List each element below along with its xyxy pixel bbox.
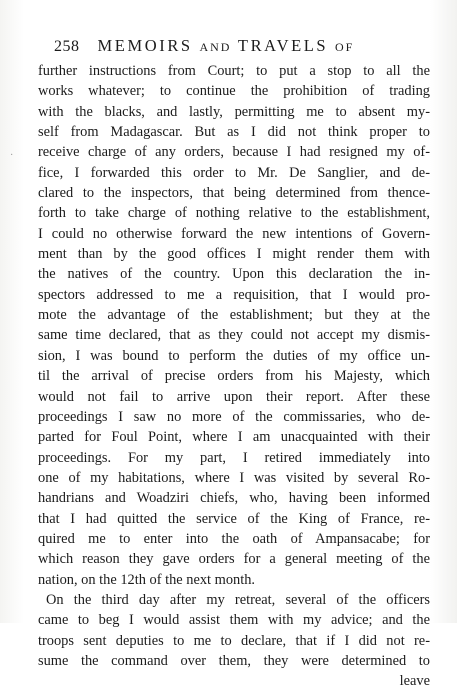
text-line: that I had quitted the service of the King of France, re-: [38, 510, 430, 527]
text-line: came to beg I would assist them with my advice; and the: [38, 612, 430, 629]
running-head-and: AND: [199, 40, 232, 54]
text-line: fice, I forwarded this order to Mr. De Sanglier, and de-: [38, 164, 430, 181]
catchword: leave: [399, 673, 430, 690]
text-line: self from Madagascar. But as I did not think proper to: [38, 124, 430, 141]
running-head-of: OF: [334, 40, 355, 54]
text-line: I could no otherwise forward the new intentions of Govern-: [38, 225, 430, 242]
text-line: with the blacks, and lastly, permitting me to absent my-: [38, 103, 430, 120]
text-line: same time declared, that as they could not accept my dismis-: [38, 327, 430, 344]
text-line: mote the advantage of the establishment; but they at the: [38, 307, 430, 324]
text-line: clared to the inspectors, that being determined from thence-: [38, 185, 430, 202]
text-line: sume the command over them, they were determined to: [38, 652, 430, 669]
text-line: forth to take charge of nothing relative to the establishment,: [38, 205, 430, 222]
text-line: the natives of the country. Upon this declaration the in-: [38, 266, 430, 283]
text-line: nation, on the 12th of the next month.: [38, 571, 256, 588]
text-line: quired me to enter into the oath of Ampansacabe; for: [38, 530, 430, 547]
text-line: receive charge of any orders, because I had resigned my of-: [38, 144, 430, 161]
text-line: would not fail to arrive upon their report. After these: [38, 388, 430, 405]
text-line: which reason they gave orders for a general meeting of the: [38, 551, 430, 568]
text-line: one of my habitations, where I was visited by several Ro-: [38, 469, 430, 486]
running-head-travels: TRAVELS: [237, 36, 329, 55]
text-line: spectors addressed to me a requisition, that I would pro-: [38, 286, 430, 303]
text-line: further instructions from Court; to put a stop to all the: [38, 63, 430, 79]
text-line: proceedings. For my part, I retired immediately into: [38, 449, 430, 466]
running-head-memoirs: MEMOIRS: [97, 36, 193, 55]
text-line: til the arrival of precise orders from his Majesty, which: [38, 368, 430, 385]
page-header: [54, 36, 434, 58]
body-text: [38, 61, 430, 692]
text-line: sion, I was bound to perform the duties of my office un-: [38, 347, 430, 364]
text-line: On the third day after my retreat, several of the officers: [46, 591, 430, 608]
text-line: parted for Foul Point, where I am unacquainted with their: [38, 429, 430, 446]
text-line: works whatever; to continue the prohibition of trading: [38, 83, 430, 100]
text-line: handrians and Woadziri chiefs, who, having been informed: [38, 490, 430, 507]
running-head: [98, 36, 355, 55]
text-line: proceedings I saw no more of the commissaries, who de-: [38, 408, 430, 425]
text-line: ment than by the good offices I might render them with: [38, 246, 430, 263]
page-number: 258: [54, 38, 80, 55]
margin-speck: ·: [10, 150, 14, 161]
text-line: troops sent deputies to me to declare, that if I did not re-: [38, 632, 430, 649]
